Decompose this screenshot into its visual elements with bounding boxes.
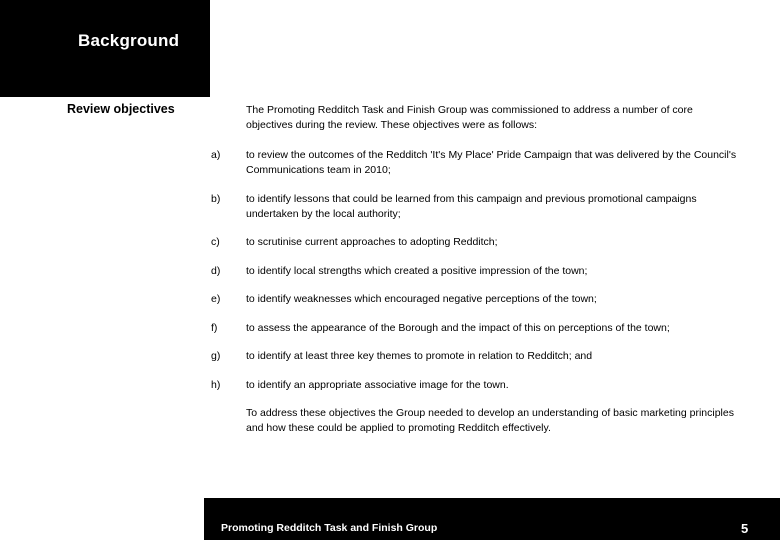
list-item [211,264,741,279]
list-item [211,349,741,364]
list-item [211,321,741,336]
list-item-marker: c) [211,236,220,248]
list-item [211,192,741,222]
list-item-text: to identify weaknesses which encouraged negative perceptions of the town; [246,293,597,305]
list-item-text: to identify local strengths which created a positive impression of the town; [246,264,588,277]
list-item-text: to identify lessons that could be learned from this campaign and previous promotional campaigns undertaken by the local authority; [246,192,697,220]
list-item-marker: a) [211,149,221,161]
list-item [211,148,741,178]
list-item-text: to scrutinise current approaches to adopting Redditch; [246,236,498,248]
closing-paragraph: To address these objectives the Group needed to develop an understanding of basic marketing principles and how these could be applied to promoting Redditch effectively. [246,407,734,434]
list-item [211,235,741,250]
list-item-text: to assess the appearance of the Borough and the impact of this on perceptions of the town; [246,321,670,334]
page-number: 5 [741,521,749,536]
list-item-marker: d) [211,264,221,277]
objectives-list [211,148,741,406]
list-item-marker: f) [211,321,218,334]
list-item [211,292,741,307]
list-item [211,378,741,393]
footer-bar-page-block [721,498,780,540]
list-item-text: to review the outcomes of the Redditch 'It's My Place' Pride Campaign that was delivered by the Council's Communications team in 2010; [246,149,737,176]
list-item-text: to identify an appropriate associative image for the town. [246,378,509,391]
intro-paragraph: The Promoting Redditch Task and Finish Group was commissioned to address a number of core objectives during the review. These objectives were as follows: [246,104,693,131]
list-item-marker: h) [211,378,221,391]
list-item-marker: b) [211,192,221,205]
list-item-marker: e) [211,293,221,305]
list-item-text: to identify at least three key themes to promote in relation to Redditch; and [246,350,593,362]
section-heading: Review objectives [67,102,175,116]
footer-label: Promoting Redditch Task and Finish Group [221,522,438,534]
page-title: Background [78,31,180,50]
list-item-marker: g) [211,350,221,362]
